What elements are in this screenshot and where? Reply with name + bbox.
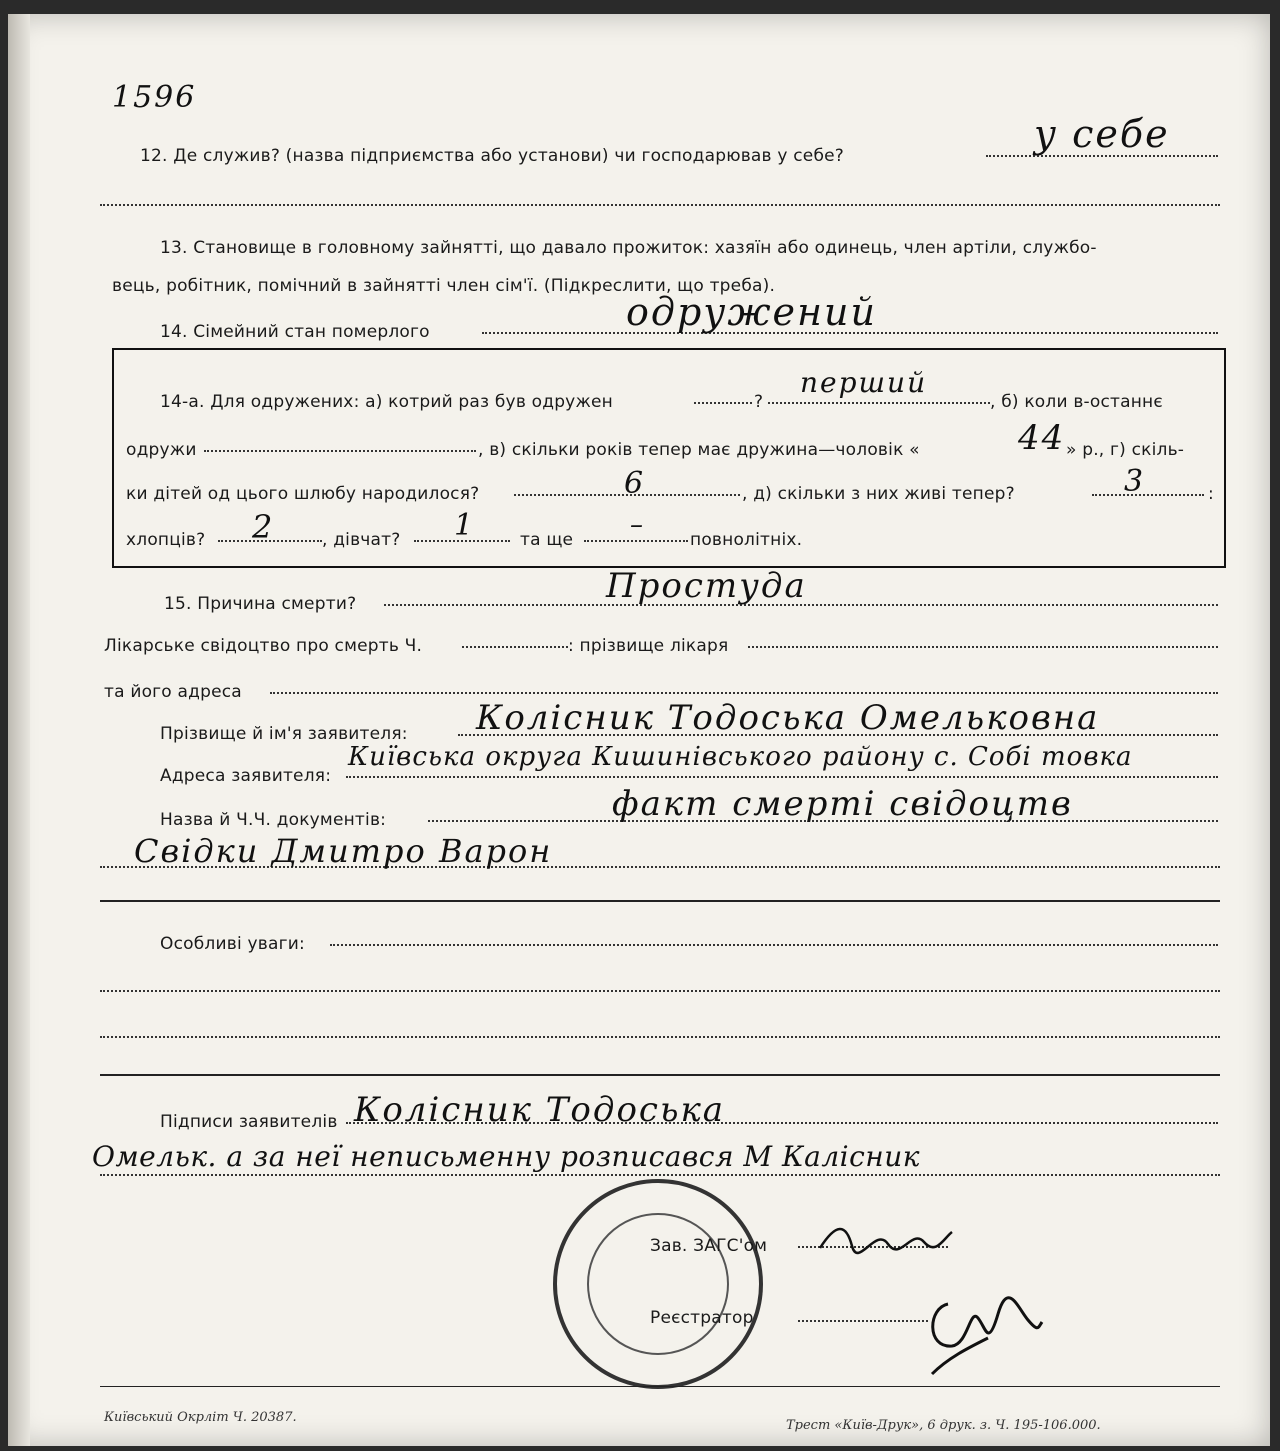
signature-line-1: Колісник Тодоська: [354, 1090, 726, 1130]
notes-dots-3: [100, 1036, 1220, 1038]
notes-dots-2: [100, 990, 1220, 992]
q13-line2: вець, робітник, помічний в зайнятті член сім'ї. (Підкреслити, що треба).: [112, 276, 776, 296]
q14a-part10: та ще: [520, 530, 574, 550]
q14a-part11: повнолітніх.: [690, 530, 803, 550]
q15-label: 15. Причина смерти?: [164, 594, 357, 614]
q14a-answer-alive: 3: [1124, 464, 1146, 499]
binding-edge: [8, 14, 30, 1446]
q14a-dots-8: [584, 540, 688, 542]
q12-line2: [100, 204, 1220, 206]
q14a-part8: хлопців?: [126, 530, 206, 550]
official-stamp: [553, 1179, 763, 1389]
q14a-answer-girls: 1: [454, 508, 476, 543]
q12-answer: у себе: [1034, 112, 1170, 156]
registrar-label: Реєстратор: [650, 1308, 754, 1328]
q14a-qmark: ?: [754, 392, 764, 412]
signatures-label: Підписи заявителів: [160, 1112, 338, 1132]
documents-value-1: факт смерті свідоцтв: [612, 784, 1073, 824]
notes-divider: [100, 1074, 1220, 1076]
doctor-dots-2: [748, 646, 1218, 648]
q14-label: 14. Сімейний стан померлого: [160, 322, 430, 342]
footer-printer-right: Трест «Київ-Друк», 6 друк. з. Ч. 195-106.000.: [786, 1418, 1101, 1433]
applicant-name-label: Прізвище й ім'я заявителя:: [160, 724, 408, 744]
q14a-part5: » р., г) скіль-: [1066, 440, 1185, 460]
q14a-answer-age: 44: [1018, 418, 1066, 458]
zags-signature-icon: [816, 1218, 956, 1258]
signatures-dots-2: [100, 1174, 1220, 1176]
q14a-answer-more: –: [630, 510, 645, 540]
doctor-dots-1: [462, 646, 568, 648]
document-page: [8, 14, 1270, 1446]
q14a-part7: , д) скільки з них живі тепер?: [742, 484, 1015, 504]
q15-answer: Простуда: [606, 566, 807, 606]
footer-divider: [100, 1386, 1220, 1387]
applicant-address-dots: [346, 776, 1218, 778]
q14a-part9: , дівчат?: [322, 530, 401, 550]
q14a-dots-2: [768, 402, 990, 404]
doctor-name-label: : прізвище лікаря: [568, 636, 729, 656]
doctor-dots-3: [270, 692, 1218, 694]
archive-number: 1596: [112, 80, 197, 115]
documents-label: Назва й Ч.Ч. документів:: [160, 810, 387, 830]
q12-label: 12. Де служив? (назва підприємства або установи) чи господарював у себе?: [140, 146, 845, 166]
notes-dots-1: [330, 944, 1218, 946]
registrar-signature-icon: [908, 1278, 1048, 1378]
applicant-address-label: Адреса заявителя:: [160, 766, 332, 786]
q14a-answer-times: перший: [800, 366, 928, 399]
q14a-dots-1: [694, 402, 752, 404]
doctor-certificate-label: Лікарське свідоцтво про смерть Ч.: [104, 636, 423, 656]
q14a-dots-5: [1092, 494, 1204, 496]
applicant-name-value: Колісник Тодоська Омельковна: [476, 698, 1100, 738]
documents-value-2: Свідки Дмитро Варон: [134, 832, 553, 870]
applicant-address-value: Київська округа Кишинівського району с. Собі товка: [348, 742, 1133, 772]
q14a-dots-3: [204, 450, 476, 452]
footer-printer-left: Київський Окрліт Ч. 20387.: [104, 1410, 297, 1425]
q14a-answer-boys: 2: [252, 508, 275, 546]
signature-line-2: Омельк. а за неї неписьменну розписався М Калісник: [92, 1140, 920, 1173]
q14a-part4: , в) скільки років тепер має дружина—чоловік «: [478, 440, 920, 460]
section-divider: [100, 900, 1220, 902]
doctor-address-label: та його адреса: [104, 682, 242, 702]
q14a-answer-born: 6: [624, 466, 646, 501]
q14a-part3: одружи: [126, 440, 197, 460]
q13-line1: 13. Становище в головному зайнятті, що давало прожиток: хазяїн або одинець, член артіли, службо-: [160, 238, 1097, 258]
q14a-part2: , б) коли в-останнє: [990, 392, 1163, 412]
q14a-part1: 14-а. Для одружених: а) котрий раз був одружен: [160, 392, 613, 412]
q14-answer: одружений: [626, 290, 877, 334]
q14a-colon: :: [1208, 484, 1214, 504]
q14a-part6: ки дітей од цього шлюбу народилося?: [126, 484, 480, 504]
zags-label: Зав. ЗАГС'ом: [650, 1236, 768, 1256]
notes-label: Особливі уваги:: [160, 934, 305, 954]
